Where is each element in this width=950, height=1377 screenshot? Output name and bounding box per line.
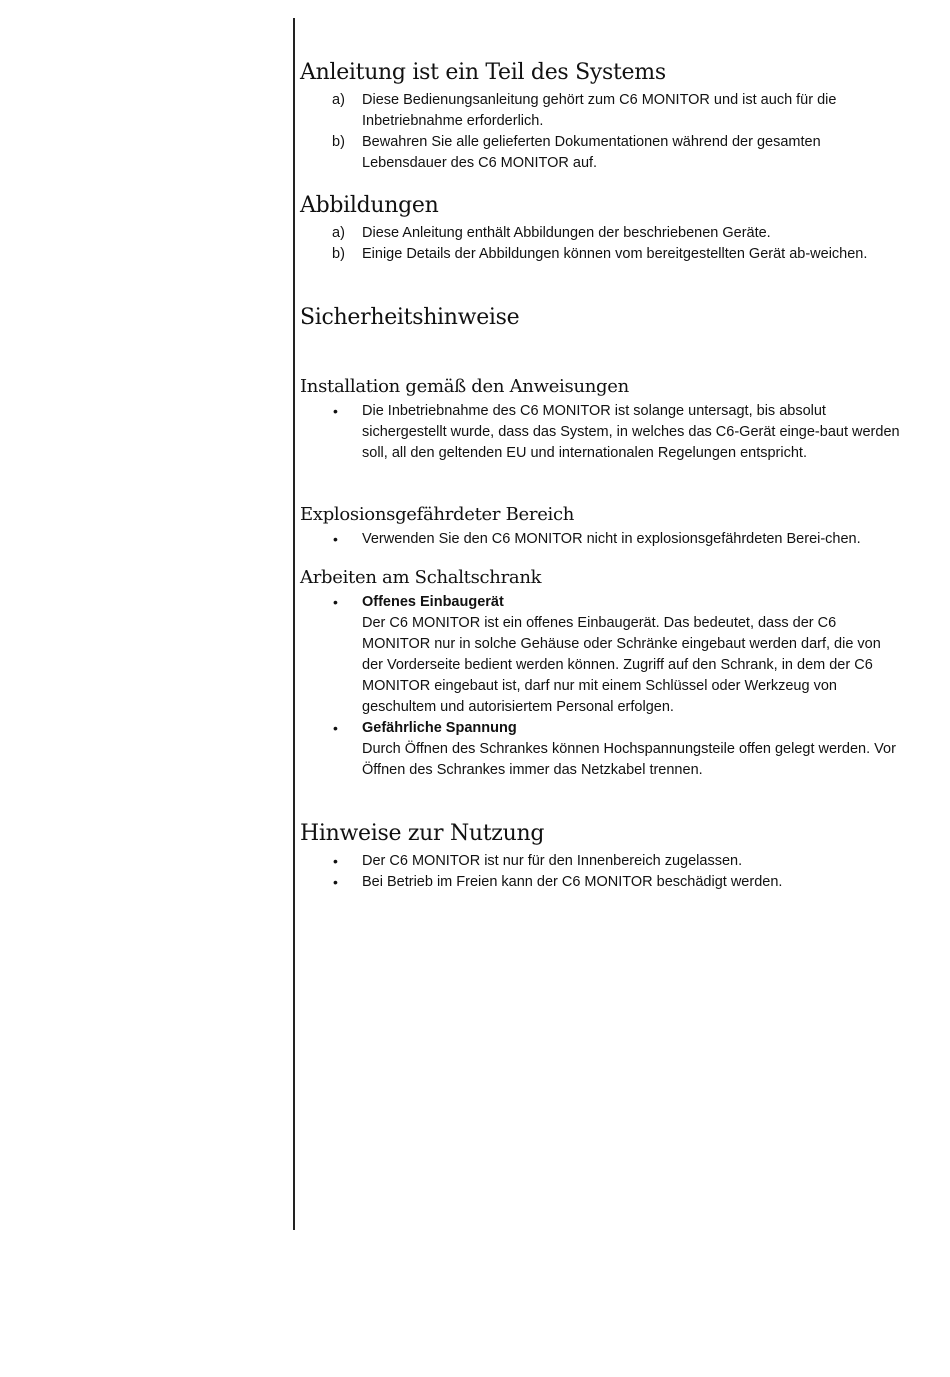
list-item-text: Diese Bedienungsanleitung gehört zum C6 MONITOR und ist auch für die Inbetriebnahme erforderlich. bbox=[362, 92, 837, 129]
heading-nutzung: Hinweise zur Nutzung bbox=[300, 821, 545, 846]
bullet-icon: • bbox=[333, 874, 338, 890]
bullet-icon: • bbox=[333, 403, 338, 419]
list-item-text: Der C6 MONITOR ist nur für den Innenbereich zugelassen. bbox=[362, 853, 743, 869]
list-nutzung bbox=[300, 851, 900, 893]
list-item bbox=[300, 718, 900, 781]
list-item-text: Die Inbetriebnahme des C6 MONITOR ist solange untersagt, bis absolut sichergestellt wurde, dass das System, in welches das C6-Gerät einge-baut werden soll, all den geltenden EU und internationalen Regelungen entspricht. bbox=[362, 403, 900, 461]
page-content bbox=[300, 56, 900, 893]
heading-explosion: Explosionsgefährdeter Bereich bbox=[300, 504, 575, 525]
list-item-text: Bei Betrieb im Freien kann der C6 MONITOR beschädigt werden. bbox=[362, 874, 783, 890]
heading-sicherheitshinweise: Sicherheitshinweise bbox=[300, 305, 520, 330]
list-schaltschrank bbox=[300, 592, 900, 781]
list-item bbox=[300, 872, 900, 893]
list-installation bbox=[300, 401, 900, 464]
list-item-text: Durch Öffnen des Schrankes können Hochspannungsteile offen gelegt werden. Vor Öffnen des Schrankes immer das Netzkabel trennen. bbox=[362, 741, 896, 778]
list-explosion bbox=[300, 529, 900, 550]
heading-schaltschrank: Arbeiten am Schaltschrank bbox=[300, 567, 542, 588]
list-marker: a) bbox=[332, 225, 345, 241]
list-marker: b) bbox=[332, 134, 345, 150]
margin-rule bbox=[293, 18, 295, 1230]
heading-installation: Installation gemäß den Anweisungen bbox=[300, 376, 629, 397]
list-item bbox=[300, 851, 900, 872]
list-item bbox=[300, 244, 900, 265]
list-marker: b) bbox=[332, 246, 345, 262]
list-item bbox=[300, 529, 900, 550]
list-item-heading: Offenes Einbaugerät bbox=[362, 594, 504, 610]
bullet-icon: • bbox=[333, 594, 338, 610]
list-item bbox=[300, 401, 900, 464]
list-abbildungen bbox=[300, 223, 900, 265]
list-item-text: Einige Details der Abbildungen können vom bereitgestellten Gerät ab-weichen. bbox=[362, 246, 868, 262]
heading-anleitung-teil: Anleitung ist ein Teil des Systems bbox=[300, 60, 666, 85]
list-item-text: Bewahren Sie alle gelieferten Dokumentationen während der gesamten Lebensdauer des C6 MONITOR auf. bbox=[362, 134, 821, 171]
list-item bbox=[300, 223, 900, 244]
list-item bbox=[300, 132, 900, 174]
bullet-icon: • bbox=[333, 853, 338, 869]
list-item-text: Diese Anleitung enthält Abbildungen der beschriebenen Geräte. bbox=[362, 225, 771, 241]
list-item bbox=[300, 90, 900, 132]
list-item-heading: Gefährliche Spannung bbox=[362, 720, 517, 736]
list-anleitung-teil bbox=[300, 90, 900, 174]
list-item-text: Der C6 MONITOR ist ein offenes Einbaugerät. Das bedeutet, dass der C6 MONITOR nur in solche Gehäuse oder Schränke eingebaut werden darf, die von der Vorderseite bedient werden können. Zugriff auf den Schrank, in dem der C6 MONITOR eingebaut ist, darf nur mit einem Schlüssel oder Werkzeug von geschultem und autorisiertem Personal erfolgen. bbox=[362, 615, 881, 715]
list-item bbox=[300, 592, 900, 718]
heading-abbildungen: Abbildungen bbox=[300, 193, 439, 218]
list-marker: a) bbox=[332, 92, 345, 108]
bullet-icon: • bbox=[333, 531, 338, 547]
bullet-icon: • bbox=[333, 720, 338, 736]
list-item-text: Verwenden Sie den C6 MONITOR nicht in explosionsgefährdeten Berei-chen. bbox=[362, 531, 861, 547]
